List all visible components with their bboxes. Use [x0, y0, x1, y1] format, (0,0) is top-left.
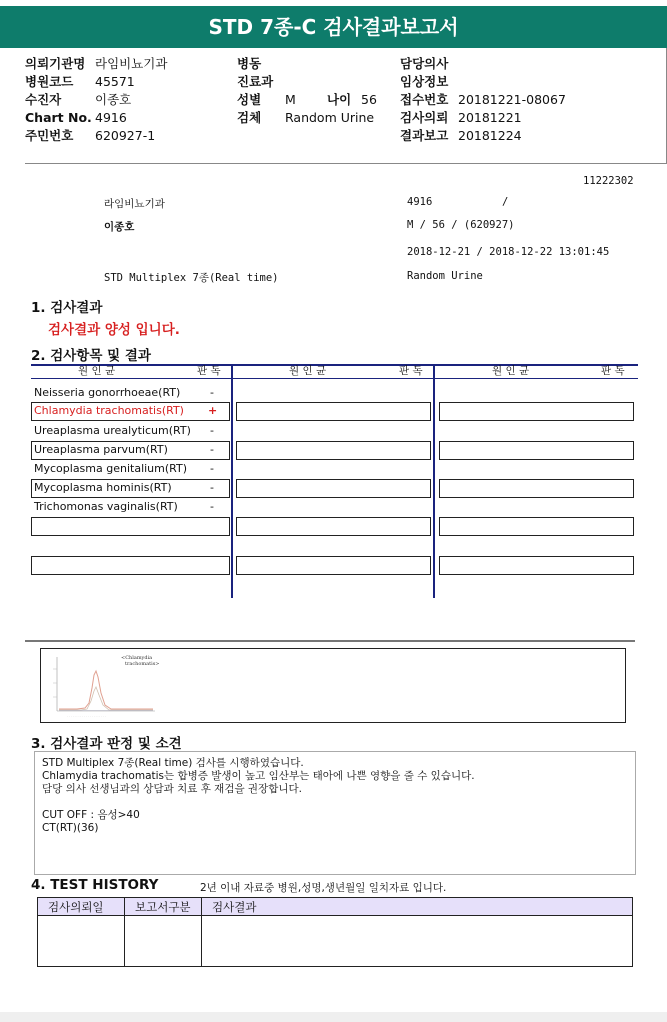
row-name: Ureaplasma parvum(RT) — [34, 443, 168, 456]
row-name: Neisseria gonorrhoeae(RT) — [34, 386, 181, 399]
history-col-request-date: 검사의뢰일 — [38, 898, 125, 916]
row-result: - — [210, 443, 214, 456]
history-empty-row — [38, 916, 633, 967]
label-receipt-no: 접수번호 — [400, 92, 449, 107]
ct-value-line: CT(RT)(36) — [42, 822, 99, 834]
value-sex: M — [285, 92, 296, 107]
col-header-judgment-3: 판 독 — [601, 365, 625, 377]
history-col-result: 검사결과 — [202, 898, 633, 916]
row-result: - — [210, 462, 214, 475]
empty-row-box — [439, 517, 634, 536]
report-title: STD 7종-C 검사결과보고서 — [0, 6, 667, 48]
meta-dates: 2018-12-21 / 2018-12-22 13:01:45 — [407, 246, 610, 258]
history-cell — [202, 916, 633, 967]
header-col2 — [237, 55, 377, 127]
meta-slash: / — [502, 196, 509, 208]
header-col1 — [25, 55, 167, 145]
table-top-border — [31, 364, 638, 366]
row-name-positive: Chlamydia trachomatis(RT) — [34, 404, 184, 417]
history-cell — [38, 916, 125, 967]
row-name: Mycoplasma genitalium(RT) — [34, 462, 188, 475]
row-name: Ureaplasma urealyticum(RT) — [34, 424, 191, 437]
label-clinic: 의뢰기관명 — [25, 56, 86, 71]
value-hospital-code: 45571 — [95, 74, 135, 89]
svg-text:· · · · · · · · · · · · · · ·: · · · · · · · · · · · · · · · · · · · · · — [67, 714, 107, 718]
table-divider-2 — [433, 364, 435, 598]
header-col3 — [400, 55, 566, 145]
label-sex: 성별 — [237, 92, 262, 107]
table-divider-1 — [231, 364, 233, 598]
empty-row-box — [236, 402, 431, 421]
row-result-positive: + — [208, 404, 218, 417]
empty-row-box — [439, 479, 634, 498]
label-resident-no: 주민번호 — [25, 128, 74, 143]
history-cell — [125, 916, 202, 967]
col-header-pathogen-1: 원 인 균 — [78, 365, 116, 377]
value-request-date: 20181221 — [458, 110, 522, 125]
meta-sex-age: M / 56 / (620927) — [407, 219, 515, 231]
col-header-judgment-1: 판 독 — [197, 365, 221, 377]
section-divider — [25, 640, 635, 642]
row-result: - — [210, 500, 214, 513]
empty-row-box — [31, 517, 230, 536]
value-patient: 이종호 — [95, 92, 132, 107]
history-header-row — [38, 898, 633, 916]
value-resident-no: 620927-1 — [95, 128, 156, 143]
overall-result: 검사결과 양성 입니다. — [48, 322, 180, 338]
history-table — [37, 897, 633, 967]
meta-clinic: 라임비뇨기과 — [104, 198, 165, 210]
label-age: 나이 — [327, 92, 352, 107]
empty-row-box — [439, 441, 634, 460]
row-name: Trichomonas vaginalis(RT) — [34, 500, 178, 513]
value-specimen: Random Urine — [285, 110, 375, 125]
row-result: - — [210, 481, 214, 494]
graph-caption-line1: <Chlamydia — [121, 655, 153, 661]
label-ward: 병동 — [237, 56, 262, 71]
section3-title: 3. 검사결과 판정 및 소견 — [31, 736, 182, 752]
opinion-line: Chlamydia trachomatis는 합병증 발생이 높고 임산부는 태아에 나쁜 영향을 줄 수 있습니다. — [42, 770, 475, 782]
opinion-line: 담당 의사 선생님과의 상담과 치료 후 재검을 권장합니다. — [42, 783, 302, 795]
label-department: 진료과 — [237, 74, 274, 89]
col-header-judgment-2: 판 독 — [399, 365, 423, 377]
label-doctor: 담당의사 — [400, 56, 449, 71]
label-request-date: 검사의뢰 — [400, 110, 449, 125]
label-report-date: 결과보고 — [400, 128, 449, 143]
row-result: - — [210, 386, 214, 399]
value-clinic: 라임비뇨기과 — [95, 56, 168, 71]
graph-caption-line2: trachomatis> — [125, 661, 160, 667]
opinion-box — [34, 751, 636, 875]
label-chart-no: Chart No. — [25, 110, 92, 125]
opinion-line: STD Multiplex 7종(Real time) 검사를 시행하였습니다. — [42, 757, 304, 769]
empty-row-box — [439, 402, 634, 421]
header-divider — [25, 163, 666, 164]
section1-title: 1. 검사결과 — [31, 300, 103, 316]
report-code: 11222302 — [583, 175, 634, 187]
value-receipt-no: 20181221-08067 — [458, 92, 566, 107]
footer-band — [0, 1012, 667, 1022]
cutoff-line: CUT OFF : 음성>40 — [42, 809, 140, 821]
row-result: - — [210, 424, 214, 437]
history-col-report-type: 보고서구분 — [125, 898, 202, 916]
empty-row-box — [439, 556, 634, 575]
label-specimen: 검체 — [237, 110, 262, 125]
meta-patient: 이종호 — [104, 221, 135, 233]
label-hospital-code: 병원코드 — [25, 74, 74, 89]
graph-caption — [121, 655, 160, 667]
section4-title: 4. TEST HISTORY — [31, 877, 159, 893]
col-header-pathogen-2: 원 인 균 — [289, 365, 327, 377]
label-clinical-info: 임상정보 — [400, 74, 449, 89]
meta-specimen: Random Urine — [407, 270, 483, 282]
value-chart-no: 4916 — [95, 110, 127, 125]
value-report-date: 20181224 — [458, 128, 522, 143]
empty-row-box — [236, 479, 431, 498]
meta-test-name: STD Multiplex 7종(Real time) — [104, 272, 279, 284]
section2-title: 2. 검사항목 및 결과 — [31, 348, 151, 364]
empty-row-box — [236, 556, 431, 575]
empty-row-box — [236, 517, 431, 536]
row-name: Mycoplasma hominis(RT) — [34, 481, 172, 494]
meta-chart: 4916 — [407, 196, 433, 208]
label-patient: 수진자 — [25, 92, 62, 107]
empty-row-box — [31, 556, 230, 575]
history-note: 2년 이내 자료중 병원,성명,생년월일 일치자료 입니다. — [200, 882, 447, 894]
empty-row-box — [236, 441, 431, 460]
col-header-pathogen-3: 원 인 균 — [492, 365, 530, 377]
table-header-border — [31, 378, 638, 379]
pcr-graph-box — [40, 648, 626, 723]
value-age: 56 — [361, 92, 377, 107]
